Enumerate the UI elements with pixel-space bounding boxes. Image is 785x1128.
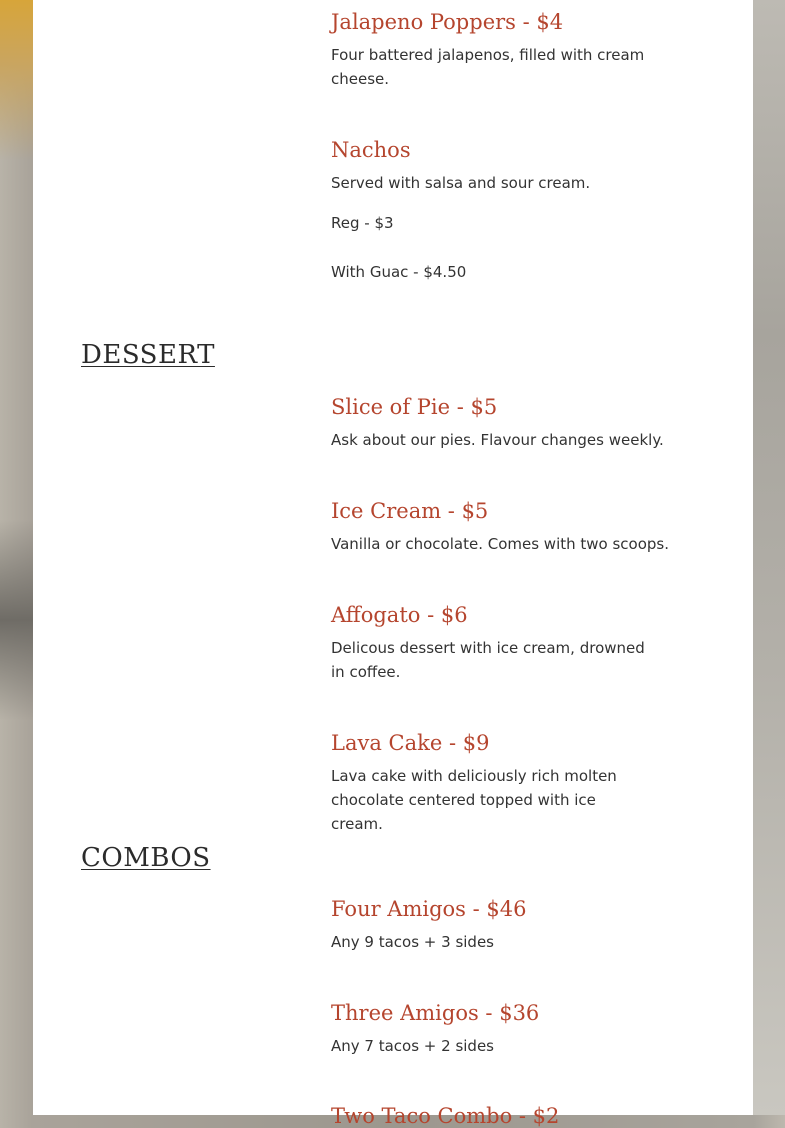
menu-item-title-lava-cake: Lava Cake - $9 [331,731,490,755]
menu-item-option-nachos-regular: Reg - $3 [331,214,394,232]
menu-item-option-nachos-guac: With Guac - $4.50 [331,263,467,281]
menu-item-title-ice-cream: Ice Cream - $5 [331,499,489,523]
section-heading-combos: COMBOS [81,843,211,873]
menu-item-title-three-amigos: Three Amigos - $36 [331,1001,540,1025]
menu-item-description-jalapeno-poppers: Four battered jalapenos, filled with cream cheese. [331,46,645,88]
menu-item-title-two-taco-combo: Two Taco Combo - $2 [331,1104,560,1128]
menu-item-description-slice-of-pie: Ask about our pies. Flavour changes weekly. [331,431,664,449]
background-photo-right [751,0,785,1115]
menu-item-title-affogato: Affogato - $6 [331,603,468,627]
menu-item-description-nachos: Served with salsa and sour cream. [331,174,591,192]
menu-item-description-ice-cream: Vanilla or chocolate. Comes with two scoops. [331,535,670,553]
menu-item-title-four-amigos: Four Amigos - $46 [331,897,527,921]
menu-panel [33,0,753,1128]
section-heading-dessert: DESSERT [81,340,215,370]
menu-item-description-four-amigos: Any 9 tacos + 3 sides [331,933,495,951]
menu-item-description-lava-cake: Lava cake with deliciously rich molten chocolate centered topped with ice cream. [331,767,617,833]
menu-item-title-slice-of-pie: Slice of Pie - $5 [331,395,498,419]
menu-item-title-jalapeno-poppers: Jalapeno Poppers - $4 [331,10,564,34]
menu-item-title-nachos: Nachos [331,138,411,162]
menu-item-description-three-amigos: Any 7 tacos + 2 sides [331,1037,495,1055]
menu-item-description-affogato: Delicous dessert with ice cream, drowned in coffee. [331,639,645,681]
